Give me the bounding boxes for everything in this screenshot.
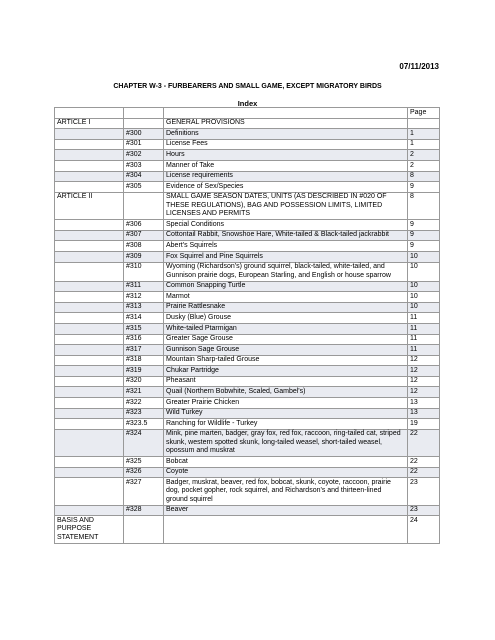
article-cell xyxy=(55,323,124,334)
section-title-cell: Dusky (Blue) Grouse xyxy=(164,313,408,324)
section-number-cell: #320 xyxy=(124,376,164,387)
index-row xyxy=(55,192,440,219)
section-title-cell: Evidence of Sex/Species xyxy=(164,182,408,193)
index-row xyxy=(55,478,440,505)
page-number-cell: 23 xyxy=(408,478,440,505)
section-title-cell: License requirements xyxy=(164,171,408,182)
page-number-cell: 12 xyxy=(408,366,440,377)
section-number-cell: #309 xyxy=(124,251,164,262)
article-cell xyxy=(55,292,124,303)
article-cell xyxy=(55,355,124,366)
chapter-title: CHAPTER W-3 - FURBEARERS AND SMALL GAME, EXCEPT MIGRATORY BIRDS xyxy=(113,83,382,90)
index-row xyxy=(55,366,440,377)
article-cell xyxy=(55,230,124,241)
article-cell xyxy=(55,387,124,398)
section-number-cell: #308 xyxy=(124,241,164,252)
section-title-cell: Common Snapping Turtle xyxy=(164,281,408,292)
article-column-header xyxy=(55,108,124,119)
section-number-cell xyxy=(124,118,164,129)
article-cell xyxy=(55,160,124,171)
section-title-cell: Gunnison Sage Grouse xyxy=(164,345,408,356)
section-title-cell: Ranching for Wildlife - Turkey xyxy=(164,419,408,430)
section-number-cell: #327 xyxy=(124,478,164,505)
index-row xyxy=(55,129,440,140)
section-number-cell: #314 xyxy=(124,313,164,324)
section-title-cell: Greater Prairie Chicken xyxy=(164,398,408,409)
article-cell: ARTICLE II xyxy=(55,192,124,219)
section-number-cell: #325 xyxy=(124,457,164,468)
article-cell xyxy=(55,408,124,419)
page-number-cell: 9 xyxy=(408,220,440,231)
article-cell xyxy=(55,220,124,231)
section-title-cell: Bobcat xyxy=(164,457,408,468)
index-row xyxy=(55,345,440,356)
section-number-cell: #307 xyxy=(124,230,164,241)
article-cell xyxy=(55,429,124,456)
page-number-cell: 8 xyxy=(408,171,440,182)
page-number-cell: 10 xyxy=(408,292,440,303)
section-title-cell: SMALL GAME SEASON DATES, UNITS (AS DESCRIBED IN #020 OF THESE REGULATIONS), BAG AND POSSESSION LIMITS, LIMITED LICENSES AND PERMITS xyxy=(164,192,408,219)
section-number-cell: #323 xyxy=(124,408,164,419)
article-cell xyxy=(55,281,124,292)
index-row xyxy=(55,457,440,468)
index-row xyxy=(55,398,440,409)
page-number-cell: 24 xyxy=(408,516,440,543)
index-row xyxy=(55,182,440,193)
section-number-cell: #303 xyxy=(124,160,164,171)
page-number-cell: 22 xyxy=(408,429,440,456)
page-number-cell xyxy=(408,118,440,129)
section-title-cell: Mountain Sharp-tailed Grouse xyxy=(164,355,408,366)
document-date: 07/11/2013 xyxy=(399,62,439,71)
index-row xyxy=(55,160,440,171)
section-number-cell xyxy=(124,516,164,543)
page-number-cell: 9 xyxy=(408,182,440,193)
section-title-cell: Mink, pine marten, badger, gray fox, red fox, raccoon, ring-tailed cat, striped skunk, western spotted skunk, long-tailed weasel, short-tailed weasel, opossum and muskrat xyxy=(164,429,408,456)
page-number-cell: 23 xyxy=(408,505,440,516)
title-column-header xyxy=(164,108,408,119)
article-cell xyxy=(55,241,124,252)
section-title-cell: Greater Sage Grouse xyxy=(164,334,408,345)
index-row xyxy=(55,387,440,398)
index-table-body xyxy=(55,118,440,543)
article-cell xyxy=(55,376,124,387)
index-row xyxy=(55,118,440,129)
article-cell xyxy=(55,366,124,377)
section-title-cell: Manner of Take xyxy=(164,160,408,171)
section-number-cell: #302 xyxy=(124,150,164,161)
article-cell xyxy=(55,251,124,262)
section-title-cell: GENERAL PROVISIONS xyxy=(164,118,408,129)
section-number-cell: #323.5 xyxy=(124,419,164,430)
section-number-cell: #318 xyxy=(124,355,164,366)
page-number-cell: 2 xyxy=(408,160,440,171)
index-row xyxy=(55,408,440,419)
index-row xyxy=(55,302,440,313)
article-cell xyxy=(55,505,124,516)
article-cell xyxy=(55,313,124,324)
section-title-cell: Wyoming (Richardson's) ground squirrel, black-tailed, white-tailed, and Gunnison prairie dogs, European Starling, and English or house sparrow xyxy=(164,262,408,281)
section-title-cell: Beaver xyxy=(164,505,408,516)
index-table xyxy=(54,107,440,544)
section-number-cell: #322 xyxy=(124,398,164,409)
index-row xyxy=(55,139,440,150)
index-row xyxy=(55,150,440,161)
page-number-cell: 10 xyxy=(408,302,440,313)
index-row xyxy=(55,323,440,334)
article-cell xyxy=(55,478,124,505)
article-cell xyxy=(55,139,124,150)
page-number-cell: 12 xyxy=(408,355,440,366)
section-title-cell: License Fees xyxy=(164,139,408,150)
index-row xyxy=(55,355,440,366)
section-title-cell: White-tailed Ptarmigan xyxy=(164,323,408,334)
page-number-cell: 11 xyxy=(408,345,440,356)
page-number-cell: 10 xyxy=(408,251,440,262)
section-number-cell: #313 xyxy=(124,302,164,313)
section-number-cell: #324 xyxy=(124,429,164,456)
index-row xyxy=(55,467,440,478)
index-row xyxy=(55,376,440,387)
article-cell xyxy=(55,457,124,468)
index-row xyxy=(55,241,440,252)
index-row xyxy=(55,292,440,303)
index-row xyxy=(55,516,440,543)
section-number-cell xyxy=(124,192,164,219)
page-column-header: Page xyxy=(408,108,440,119)
page-number-cell: 1 xyxy=(408,139,440,150)
page-number-cell: 10 xyxy=(408,262,440,281)
section-title-cell xyxy=(164,516,408,543)
section-number-cell: #305 xyxy=(124,182,164,193)
page-number-cell: 2 xyxy=(408,150,440,161)
article-cell xyxy=(55,129,124,140)
article-cell xyxy=(55,398,124,409)
section-title-cell: Badger, muskrat, beaver, red fox, bobcat, skunk, coyote, raccoon, prairie dog, pocket gopher, rock squirrel, and Richardson's and thirteen-lined ground squirrel xyxy=(164,478,408,505)
article-cell: ARTICLE I xyxy=(55,118,124,129)
section-number-cell: #304 xyxy=(124,171,164,182)
page-number-cell: 22 xyxy=(408,457,440,468)
section-title-cell: Pheasant xyxy=(164,376,408,387)
section-title-cell: Chukar Partridge xyxy=(164,366,408,377)
article-cell xyxy=(55,171,124,182)
page-number-cell: 12 xyxy=(408,387,440,398)
article-cell xyxy=(55,150,124,161)
index-row xyxy=(55,419,440,430)
section-number-cell: #300 xyxy=(124,129,164,140)
section-number-cell: #310 xyxy=(124,262,164,281)
index-row xyxy=(55,262,440,281)
page-number-cell: 1 xyxy=(408,129,440,140)
section-title-cell: Definitions xyxy=(164,129,408,140)
article-cell xyxy=(55,302,124,313)
page-number-cell: 9 xyxy=(408,241,440,252)
section-number-cell: #306 xyxy=(124,220,164,231)
index-row xyxy=(55,220,440,231)
article-cell: BASIS AND PURPOSE STATEMENT xyxy=(55,516,124,543)
index-row xyxy=(55,251,440,262)
article-cell xyxy=(55,419,124,430)
section-number-cell: #319 xyxy=(124,366,164,377)
section-number-cell: #301 xyxy=(124,139,164,150)
page-number-cell: 12 xyxy=(408,376,440,387)
index-row xyxy=(55,313,440,324)
index-row xyxy=(55,505,440,516)
section-number-cell: #311 xyxy=(124,281,164,292)
index-row xyxy=(55,171,440,182)
section-title-cell: Coyote xyxy=(164,467,408,478)
section-title-cell: Wild Turkey xyxy=(164,408,408,419)
page-number-cell: 11 xyxy=(408,323,440,334)
section-number-cell: #317 xyxy=(124,345,164,356)
section-title-cell: Hours xyxy=(164,150,408,161)
section-number-cell: #315 xyxy=(124,323,164,334)
section-title-cell: Cottontail Rabbit, Snowshoe Hare, White-tailed & Black-tailed jackrabbit xyxy=(164,230,408,241)
section-title-cell: Quail (Northern Bobwhite, Scaled, Gambel's) xyxy=(164,387,408,398)
page-number-cell: 9 xyxy=(408,230,440,241)
section-number-cell: #316 xyxy=(124,334,164,345)
index-row xyxy=(55,230,440,241)
page-number-cell: 11 xyxy=(408,313,440,324)
page-number-cell: 19 xyxy=(408,419,440,430)
section-number-cell: #328 xyxy=(124,505,164,516)
page-number-cell: 8 xyxy=(408,192,440,219)
article-cell xyxy=(55,262,124,281)
number-column-header xyxy=(124,108,164,119)
index-row xyxy=(55,334,440,345)
section-number-cell: #321 xyxy=(124,387,164,398)
article-cell xyxy=(55,345,124,356)
page-number-cell: 10 xyxy=(408,281,440,292)
section-title-cell: Abert's Squirrels xyxy=(164,241,408,252)
section-number-cell: #326 xyxy=(124,467,164,478)
section-title-cell: Prairie Rattlesnake xyxy=(164,302,408,313)
index-title: Index xyxy=(237,99,258,108)
article-cell xyxy=(55,182,124,193)
section-title-cell: Marmot xyxy=(164,292,408,303)
section-number-cell: #312 xyxy=(124,292,164,303)
page-number-cell: 22 xyxy=(408,467,440,478)
index-header-row xyxy=(55,108,440,119)
article-cell xyxy=(55,467,124,478)
page-number-cell: 11 xyxy=(408,334,440,345)
page-number-cell: 13 xyxy=(408,408,440,419)
index-row xyxy=(55,429,440,456)
section-title-cell: Special Conditions xyxy=(164,220,408,231)
section-title-cell: Fox Squirrel and Pine Squirrels xyxy=(164,251,408,262)
index-row xyxy=(55,281,440,292)
article-cell xyxy=(55,334,124,345)
page-number-cell: 13 xyxy=(408,398,440,409)
